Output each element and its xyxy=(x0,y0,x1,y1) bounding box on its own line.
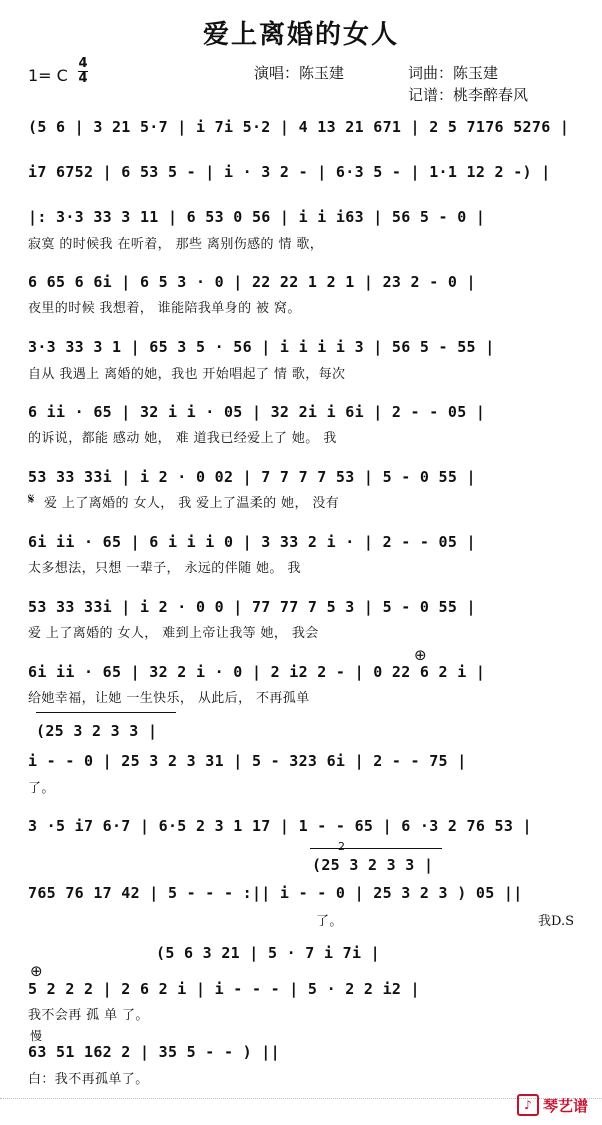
coda-symbol-2: ⊕ xyxy=(30,962,43,980)
singer-credit: 演唱：陈玉建 xyxy=(254,64,345,82)
lyric-row-15: 了。 xyxy=(316,914,343,929)
lyric-row-5: 自从 我遇上 离婚的她，我也 开始唱起了 情 歌，每次 xyxy=(28,367,346,382)
lyric-row-10: 给她幸福，让她 一生快乐， 从此后， 不再孤单 xyxy=(28,691,310,706)
score-row-15: 765 76 17 42 | 5 - - - :|| i - - 0 | 25 3 2 3 ) 05 || xyxy=(28,884,523,902)
score-row-6: 6 ii · 65 | 32 i i · 05 | 32 2i i 6i | 2 - - 05 | xyxy=(28,403,486,421)
score-row-14: (25 3 2 3 3 | xyxy=(312,856,434,874)
composer-credit: 词曲：陈玉建 xyxy=(408,64,499,82)
score-row-17: 5 2 2 2 | 2 6 2 i | i - - - | 5 · 2 2 i2 | xyxy=(28,980,420,998)
score-row-8: 6i ii · 65 | 6 i i i 0 | 3 33 2 i · | 2 - - 05 | xyxy=(28,533,476,551)
logo-icon: ♪ xyxy=(517,1094,539,1116)
score-row-11: (25 3 2 3 3 | xyxy=(36,722,158,740)
lyric-row-9: 爱 上了离婚的 女人， 难到上帝让我等 她， 我会 xyxy=(28,626,319,641)
key-signature: 1= C xyxy=(28,66,68,85)
score-row-12: i - - 0 | 25 3 2 3 31 | 5 - 323 6i | 2 - - 75 | xyxy=(28,752,467,770)
lyric-row-8: 太多想法，只想 一辈子， 永远的伴随 她。 我 xyxy=(28,561,301,576)
meter-bottom: 4 xyxy=(78,71,88,86)
footer-divider xyxy=(0,1098,602,1100)
lyric-row-6: 的诉说，都能 感动 她， 难 道我已经爱上了 她。 我 xyxy=(28,431,337,446)
lyric-row-4: 夜里的时候 我想着， 谁能陪我单身的 被 窝。 xyxy=(28,301,301,316)
score-row-16: (5 6 3 21 | 5 · 7 i 7i | xyxy=(156,944,380,962)
volta-bracket-1 xyxy=(36,712,176,713)
score-row-9: 53 33 33i | i 2 · 0 0 | 77 77 7 5 3 | 5 - 0 55 | xyxy=(28,598,476,616)
score-row-4: 6 65 6 6i | 6 5 3 · 0 | 22 22 1 2 1 | 23 2 - 0 | xyxy=(28,273,476,291)
score-row-10: 6i ii · 65 | 32 2 i · 0 | 2 i2 2 - | 0 22 6 2 i | xyxy=(28,663,486,681)
tempo-marking: 慢 xyxy=(30,1029,43,1043)
score-row-1: (5 6 | 3 21 5·7 | i 7i 5·2 | 4 13 21 671 | 2 5 7176 5276 | xyxy=(28,118,570,136)
score-row-7: 53 33 33i | i 2 · 0 02 | 7 7 7 7 53 | 5 - 0 55 | xyxy=(28,468,476,486)
lyric-row-3: 寂寞 的时候我 在听着， 那些 离别伤感的 情 歌， xyxy=(28,237,324,252)
score-row-2: i7 6752 | 6 53 5 - | i · 3 2 - | 6·3 5 - | 1·1 12 2 -) | xyxy=(28,163,551,181)
lyric-row-7: 爱 上了离婚的 女人， 我 爱上了温柔的 她， 没有 xyxy=(44,496,340,511)
ds-marker: 我D.S xyxy=(538,914,574,929)
meter-top: 4 xyxy=(78,56,88,71)
volta-number: 2 xyxy=(338,840,345,853)
lyric-row-18: 白：我不再孤单了。 xyxy=(28,1072,149,1087)
score-row-5: 3·3 33 3 1 | 65 3 5 · 56 | i i i i 3 | 56 5 - 55 | xyxy=(28,338,495,356)
song-title: 爱上离婚的女人 xyxy=(202,20,399,50)
volta-bracket-2 xyxy=(310,848,442,849)
transcriber-credit: 记谱：桃李醉春风 xyxy=(408,86,529,104)
coda-symbol-1: ⊕ xyxy=(414,646,427,664)
segno-symbol: 𝄋 xyxy=(28,490,35,508)
score-row-18: 63 51 162 2 | 35 5 - - ) || xyxy=(28,1043,280,1061)
time-signature xyxy=(78,58,88,85)
score-row-13: 3 ·5 i7 6·7 | 6·5 2 3 1 17 | 1 - - 65 | 6 ·3 2 76 53 | xyxy=(28,817,532,835)
site-logo xyxy=(517,1094,588,1116)
lyric-row-17: 我不会再 孤 单 了。 xyxy=(28,1008,149,1023)
logo-text: 琴艺谱 xyxy=(542,1096,588,1115)
score-row-3: |: 3·3 33 3 11 | 6 53 0 56 | i i i63 | 56 5 - 0 | xyxy=(28,208,486,226)
lyric-row-12: 了。 xyxy=(28,781,55,796)
